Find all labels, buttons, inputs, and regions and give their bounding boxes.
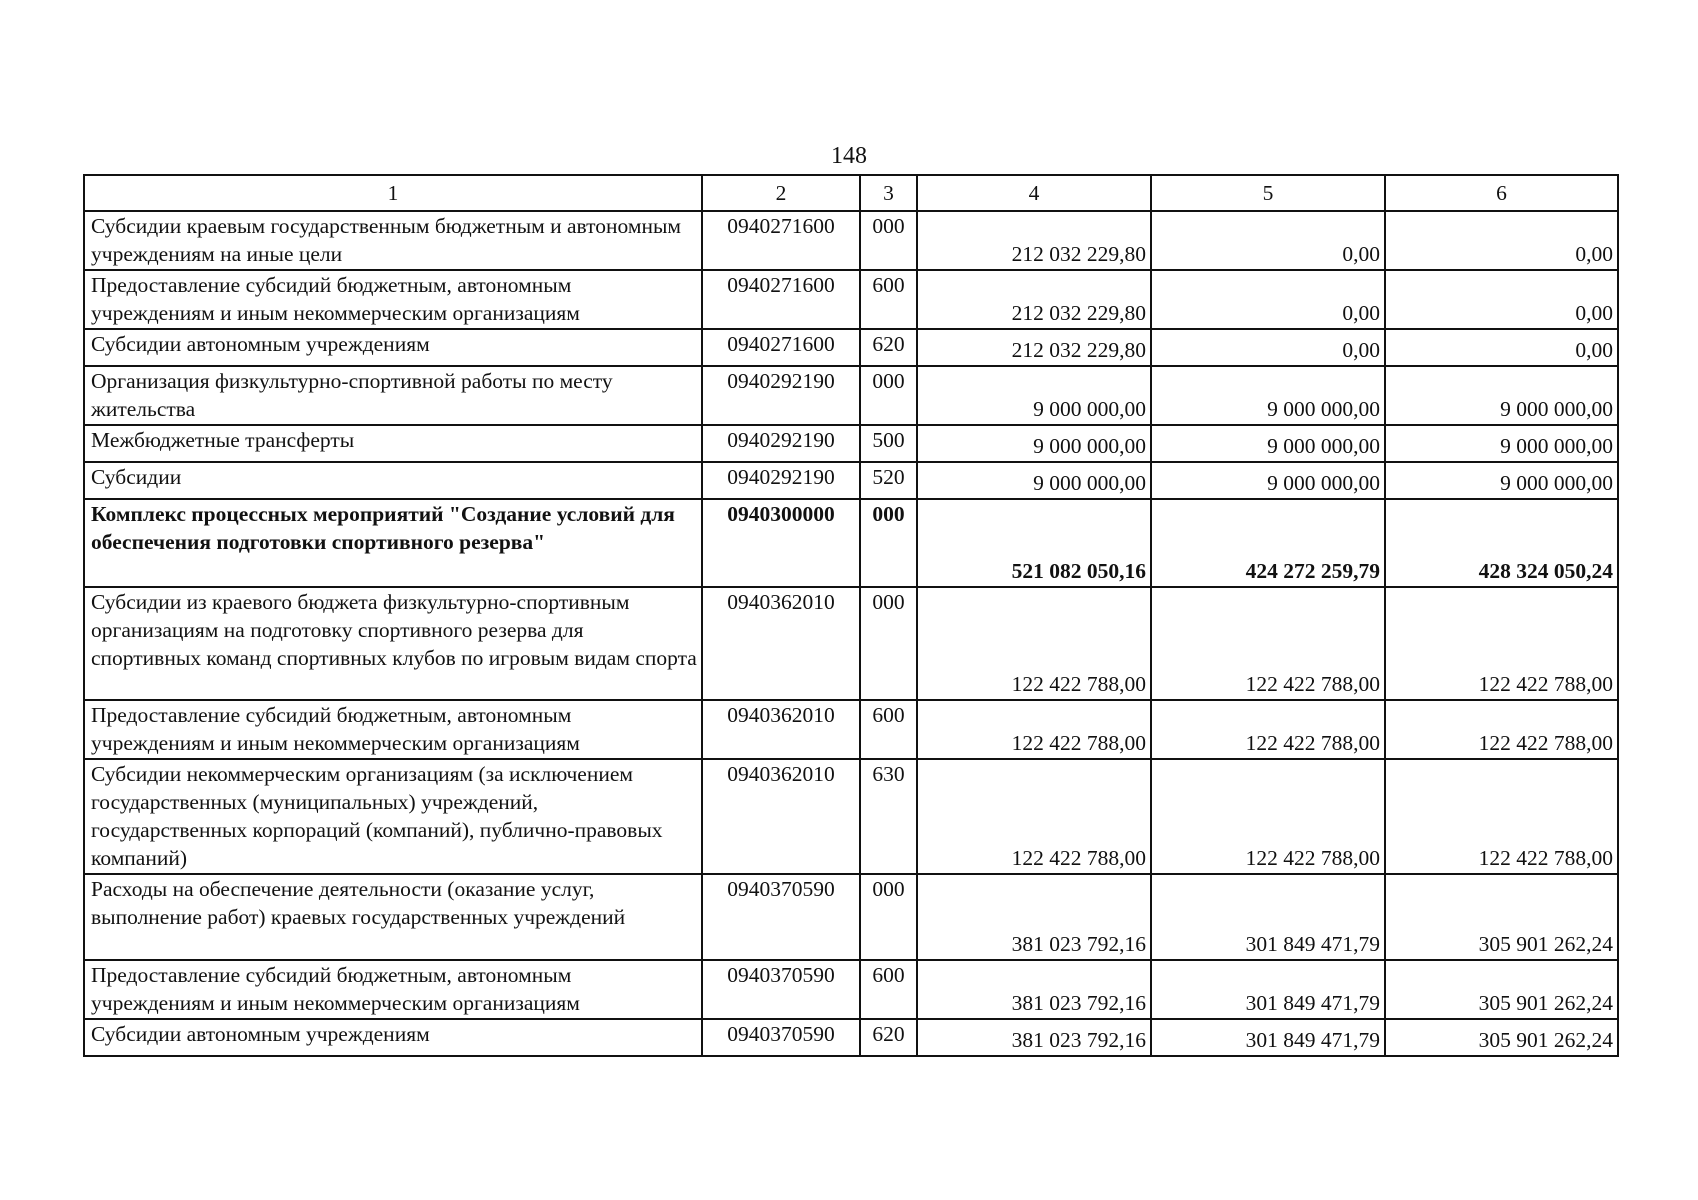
- row-name: Субсидии автономным учреждениям: [84, 1019, 702, 1056]
- header-col-5: 5: [1151, 175, 1385, 211]
- row-code: 0940362010: [702, 587, 860, 700]
- header-col-2: 2: [702, 175, 860, 211]
- row-amount-col5: 122 422 788,00: [1151, 759, 1385, 874]
- row-amount-col6: 305 901 262,24: [1385, 1019, 1618, 1056]
- row-amount-col4: 381 023 792,16: [917, 960, 1151, 1019]
- row-name: Предоставление субсидий бюджетным, автономным учреждениям и иным некоммерческим организациям: [84, 270, 702, 329]
- row-amount-col5: 122 422 788,00: [1151, 587, 1385, 700]
- row-amount-col6: 122 422 788,00: [1385, 759, 1618, 874]
- row-amount-col6: 0,00: [1385, 270, 1618, 329]
- row-amount-col5: 9 000 000,00: [1151, 462, 1385, 499]
- row-name: Комплекс процессных мероприятий "Создание условий для обеспечения подготовки спортивного резерва": [84, 499, 702, 587]
- row-amount-col5: 0,00: [1151, 329, 1385, 366]
- row-amount-col4: 122 422 788,00: [917, 759, 1151, 874]
- row-code: 0940362010: [702, 700, 860, 759]
- table-row: [84, 759, 1618, 874]
- table-body: [84, 211, 1618, 1056]
- row-name: Субсидии: [84, 462, 702, 499]
- row-expense-type: 000: [860, 587, 917, 700]
- row-code: 0940300000: [702, 499, 860, 587]
- row-expense-type: 000: [860, 211, 917, 270]
- row-name: Расходы на обеспечение деятельности (оказание услуг, выполнение работ) краевых государственных учреждений: [84, 874, 702, 960]
- table-row-section-total: [84, 499, 1618, 587]
- row-expense-type: 620: [860, 329, 917, 366]
- row-amount-col6: 0,00: [1385, 329, 1618, 366]
- row-amount-col6: 9 000 000,00: [1385, 366, 1618, 425]
- row-expense-type: 620: [860, 1019, 917, 1056]
- row-code: 0940362010: [702, 759, 860, 874]
- row-amount-col5: 122 422 788,00: [1151, 700, 1385, 759]
- row-amount-col6: 122 422 788,00: [1385, 587, 1618, 700]
- row-amount-col4: 122 422 788,00: [917, 700, 1151, 759]
- table-row: [84, 960, 1618, 1019]
- row-amount-col4: 212 032 229,80: [917, 211, 1151, 270]
- header-row: [84, 175, 1618, 211]
- row-amount-col6: 122 422 788,00: [1385, 700, 1618, 759]
- row-expense-type: 630: [860, 759, 917, 874]
- table-row: [84, 874, 1618, 960]
- table-header: [84, 175, 1618, 211]
- row-amount-col4: 212 032 229,80: [917, 329, 1151, 366]
- row-name: Субсидии автономным учреждениям: [84, 329, 702, 366]
- table-row: [84, 700, 1618, 759]
- table-row: [84, 329, 1618, 366]
- row-amount-col6: 305 901 262,24: [1385, 874, 1618, 960]
- row-code: 0940271600: [702, 211, 860, 270]
- row-amount-col6: 428 324 050,24: [1385, 499, 1618, 587]
- row-expense-type: 500: [860, 425, 917, 462]
- row-name: Субсидии некоммерческим организациям (за исключением государственных (муниципальных) учреждений, государственных корпораций (компаний), публично-правовых компаний): [84, 759, 702, 874]
- row-amount-col5: 9 000 000,00: [1151, 425, 1385, 462]
- table-row: [84, 1019, 1618, 1056]
- row-amount-col4: 521 082 050,16: [917, 499, 1151, 587]
- row-amount-col6: 305 901 262,24: [1385, 960, 1618, 1019]
- row-amount-col6: 9 000 000,00: [1385, 462, 1618, 499]
- row-amount-col4: 9 000 000,00: [917, 425, 1151, 462]
- row-code: 0940370590: [702, 960, 860, 1019]
- header-col-1: 1: [84, 175, 702, 211]
- row-name: Субсидии краевым государственным бюджетным и автономным учреждениям на иные цели: [84, 211, 702, 270]
- table-row: [84, 587, 1618, 700]
- row-name: Предоставление субсидий бюджетным, автономным учреждениям и иным некоммерческим организациям: [84, 960, 702, 1019]
- header-col-6: 6: [1385, 175, 1618, 211]
- row-expense-type: 520: [860, 462, 917, 499]
- header-col-4: 4: [917, 175, 1151, 211]
- row-code: 0940292190: [702, 462, 860, 499]
- table-row: [84, 366, 1618, 425]
- row-expense-type: 600: [860, 700, 917, 759]
- row-amount-col5: 301 849 471,79: [1151, 960, 1385, 1019]
- row-amount-col6: 9 000 000,00: [1385, 425, 1618, 462]
- table-row: [84, 425, 1618, 462]
- row-amount-col4: 9 000 000,00: [917, 462, 1151, 499]
- row-amount-col5: 9 000 000,00: [1151, 366, 1385, 425]
- row-amount-col4: 122 422 788,00: [917, 587, 1151, 700]
- row-expense-type: 600: [860, 960, 917, 1019]
- row-name: Межбюджетные трансферты: [84, 425, 702, 462]
- row-code: 0940292190: [702, 366, 860, 425]
- row-code: 0940271600: [702, 270, 860, 329]
- row-code: 0940370590: [702, 874, 860, 960]
- row-amount-col6: 0,00: [1385, 211, 1618, 270]
- row-amount-col5: 301 849 471,79: [1151, 1019, 1385, 1056]
- row-amount-col4: 212 032 229,80: [917, 270, 1151, 329]
- table-row: [84, 462, 1618, 499]
- row-code: 0940292190: [702, 425, 860, 462]
- row-amount-col5: 0,00: [1151, 270, 1385, 329]
- row-amount-col5: 301 849 471,79: [1151, 874, 1385, 960]
- row-name: Субсидии из краевого бюджета физкультурно-спортивным организациям на подготовку спортивного резерва для спортивных команд спортивных клубов по игровым видам спорта: [84, 587, 702, 700]
- row-expense-type: 600: [860, 270, 917, 329]
- header-col-3: 3: [860, 175, 917, 211]
- row-amount-col4: 381 023 792,16: [917, 874, 1151, 960]
- row-name: Предоставление субсидий бюджетным, автономным учреждениям и иным некоммерческим организациям: [84, 700, 702, 759]
- row-code: 0940271600: [702, 329, 860, 366]
- row-amount-col4: 9 000 000,00: [917, 366, 1151, 425]
- budget-table: [83, 174, 1619, 1057]
- row-amount-col4: 381 023 792,16: [917, 1019, 1151, 1056]
- row-amount-col5: 424 272 259,79: [1151, 499, 1385, 587]
- row-name: Организация физкультурно-спортивной работы по месту жительства: [84, 366, 702, 425]
- row-code: 0940370590: [702, 1019, 860, 1056]
- page-number: 148: [831, 143, 867, 169]
- row-expense-type: 000: [860, 874, 917, 960]
- row-amount-col5: 0,00: [1151, 211, 1385, 270]
- row-expense-type: 000: [860, 499, 917, 587]
- table-row: [84, 211, 1618, 270]
- row-expense-type: 000: [860, 366, 917, 425]
- table-row: [84, 270, 1618, 329]
